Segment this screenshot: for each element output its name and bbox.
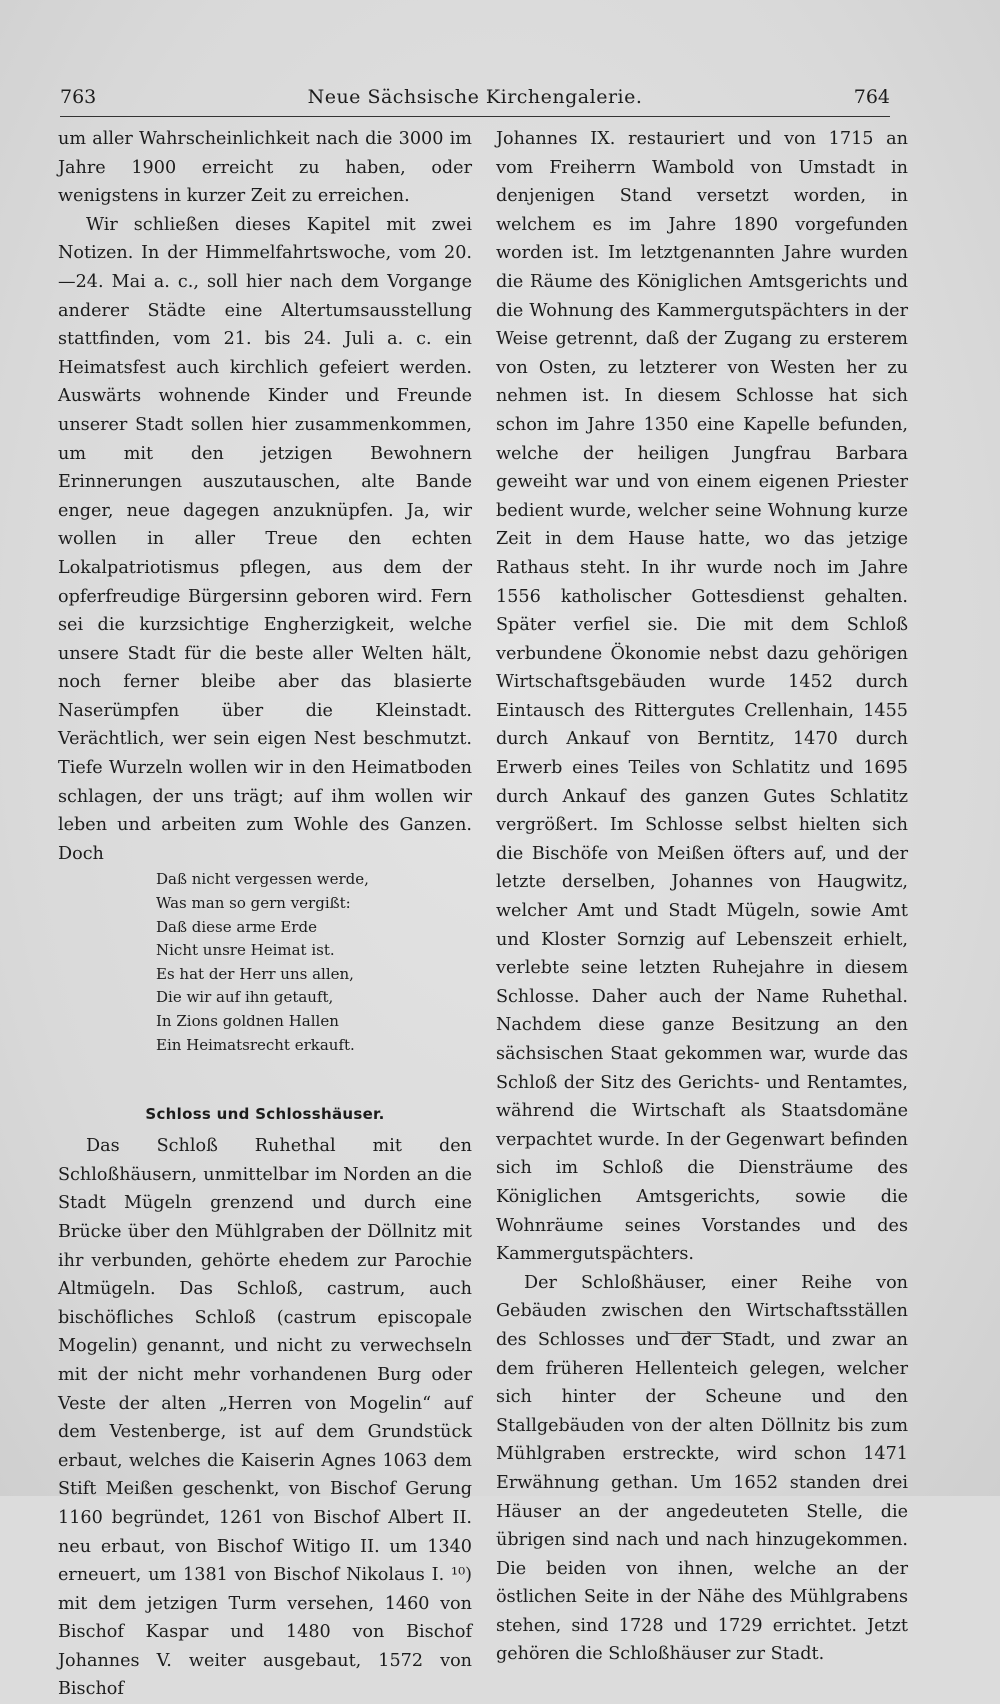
- paragraph: Das Schloß Ruhethal mit den Schloßhäusern, unmittelbar im Norden an die Stadt Mügeln grenzend und durch eine Brücke über den Mühlgraben der Döllnitz mit ihr verbunden, gehörte ehedem zur Parochie Altmügeln. Das Schloß, castrum, auch bischöfliches Schloß (castrum episcopale Mogelin) genannt, und nicht zu verwechseln mit der nicht mehr vorhandenen Burg oder Veste der alten „Herren von Mogelin“ auf dem Vestenberge, ist auf dem Grundstück erbaut, welches die Kaiserin Agnes 1063 dem Stift Meißen geschenkt, von Bischof Gerung 1160 begründet, 1261 von Bischof Albert II. neu erbaut, von Bischof Witigo II. um 1340 erneuert, um 1381 von Bischof Nikolaus I. ¹⁰) mit dem jetzigen Turm versehen, 1460 von Bischof Kaspar und 1480 von Bischof Johannes V. weiter ausgebaut, 1572 von Bischof: [58, 1136, 472, 1700]
- left-column: [58, 125, 472, 1704]
- page-header: [60, 86, 890, 116]
- paragraph: Der Schloßhäuser, einer Reihe von Gebäuden zwischen den Wirtschaftsställen des Schlosses und der Stadt, und zwar an dem früheren Hellenteich gelegen, welcher sich hinter der Scheune und den Stallgebäuden von der alten Döllnitz bis zum Mühlgraben erstreckte, wird schon 1471 Erwähnung gethan. Um 1652 standen drei Häuser an der angedeuteten Stelle, die übrigen sind nach und nach hinzugekommen. Die beiden von ihnen, welche an der östlichen Seite in der Nähe des Mühlgrabens stehen, sind 1728 und 1729 errichtet. Jetzt gehören die Schloßhäuser zur Stadt.: [496, 1272, 908, 1665]
- page-number-left: 763: [60, 86, 97, 108]
- header-rule: [60, 116, 890, 117]
- paragraph: um aller Wahrscheinlichkeit nach die 3000 im Jahre 1900 erreicht zu haben, oder wenigstens in kurzer Zeit zu erreichen.: [58, 129, 472, 207]
- running-title: Neue Sächsische Kirchengalerie.: [307, 86, 643, 108]
- poem-line: Daß diese arme Erde: [156, 917, 317, 936]
- section-heading: Schloss und Schlosshäuser.: [145, 1105, 385, 1124]
- poem-line: Was man so gern vergißt:: [156, 894, 351, 913]
- poem-line: Daß nicht vergessen werde,: [156, 870, 369, 889]
- right-column: [496, 125, 908, 1669]
- page-number-right: 764: [853, 86, 890, 108]
- poem-line: Ein Heimatsrecht erkauft.: [156, 1035, 355, 1054]
- poem-line: Es hat der Herr uns allen,: [156, 964, 354, 983]
- paragraph: Johannes IX. restauriert und von 1715 an vom Freiherrn Wambold von Umstadt in denjenigen Stand versetzt worden, in welchem es im Jahre 1890 vorgefunden worden ist. Im letztgenannten Jahre wurden die Räume des Königlichen Amtsgerichts und die Wohnung des Kammergutspächters in der Weise getrennt, daß der Zugang zu ersterem von Osten, zu letzterer von Westen her zu nehmen ist. In diesem Schlosse hat sich schon im Jahre 1350 eine Kapelle befunden, welche der heiligen Jungfrau Barbara geweiht war und von einem eigenen Priester bedient wurde, welcher seine Wohnung kurze Zeit in dem Hause hatte, wo das jetzige Rathaus steht. In ihr wurde noch im Jahre 1556 katholischer Gottesdienst gehalten. Später verfiel sie. Die mit dem Schloß verbundene Ökonomie nebst dazu gehörigen Wirtschaftsgebäuden wurde 1452 durch Eintausch des Rittergutes Crellenhain, 1455 durch Ankauf von Berntitz, 1470 durch Erwerb eines Teiles von Schlatitz und 1695 durch Ankauf des ganzen Gutes Schlatitz vergrößert. Im Schlosse selbst hielten sich die Bischöfe von Meißen öfters auf, und der letzte derselben, Johannes von Haugwitz, welcher Amt und Stadt Mügeln, sowie Amt und Kloster Sornzig auf Lebenszeit erhielt, verlebte seine letzten Ruhejahre in diesem Schlosse. Daher auch der Name Ruhethal. Nachdem diese ganze Besitzung an den sächsischen Staat gekommen war, wurde das Schloß der Sitz des Gerichts- und Rentamtes, während die Wirtschaft als Staatsdomäne verpachtet wurde. In der Gegenwart befinden sich im Schloß die Diensträume des Königlichen Amtsgerichts, sowie die Wohnräume seines Vorstandes und des Kammergutspächters.: [496, 129, 908, 1265]
- paragraph: Wir schließen dieses Kapitel mit zwei Notizen. In der Himmelfahrtswoche, vom 20.—24. Mai a. c., soll hier nach dem Vorgange anderer Städte eine Altertumsausstellung stattfinden, vom 21. bis 24. Juli a. c. ein Heimatsfest auch kirchlich gefeiert werden. Auswärts wohnende Kinder und Freunde unserer Stadt sollen hier zusammenkommen, um mit den jetzigen Bewohnern Erinnerungen auszutauschen, alte Bande enger, neue dagegen anzuknüpfen. Ja, wir wollen in aller Treue den echten Lokalpatriotismus pflegen, aus dem der opferfreudige Bürgersinn geboren wird. Fern sei die kurzsichtige Engherzigkeit, welche unsere Stadt für die beste aller Welten hält, noch ferner bleibe aber das blasierte Naserümpfen über die Kleinstadt. Verächtlich, wer sein eigen Nest beschmutzt. Tiefe Wurzeln wollen wir in den Heimatboden schlagen, der uns trägt; auf ihm wollen wir leben und arbeiten zum Wohle des Ganzen. Doch: [58, 214, 472, 864]
- end-rule: [668, 1333, 742, 1334]
- poem-line: Nicht unsre Heimat ist.: [156, 941, 335, 960]
- poem-line: In Zions goldnen Hallen: [156, 1012, 339, 1030]
- poem-line: Die wir auf ihn getauft,: [156, 988, 334, 1007]
- poem: [156, 868, 472, 1057]
